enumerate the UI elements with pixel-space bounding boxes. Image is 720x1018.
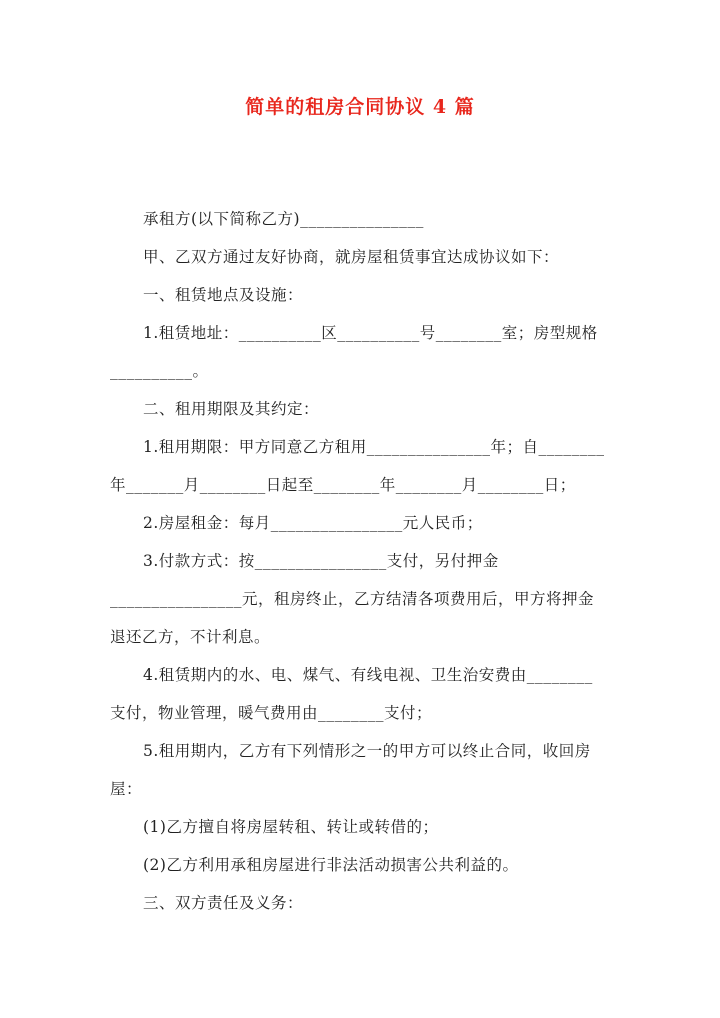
text-line: 1.租用期限：甲方同意乙方租用_______________年；自________ xyxy=(143,438,605,456)
text-line: 退还乙方，不计利息。 xyxy=(110,628,271,646)
text-line: 3.付款方式：按________________支付，另付押金 xyxy=(143,552,499,570)
text-line: 承租方(以下简称乙方)_______________ xyxy=(143,210,424,228)
section-heading: 二、租用期限及其约定： xyxy=(143,400,320,418)
text-line: 4.租赁期内的水、电、煤气、有线电视、卫生治安费由________ xyxy=(143,666,593,684)
text-line: __________。 xyxy=(110,362,209,380)
document-title: 简单的租房合同协议 4 篇 xyxy=(245,96,475,118)
text-line: 2.房屋租金：每月________________元人民币； xyxy=(143,514,483,532)
text-line: 支付，物业管理，暖气费用由________支付； xyxy=(110,704,433,722)
text-line: 年_______月________日起至________年________月________日； xyxy=(110,476,576,494)
text-line: 1.租赁地址：__________区__________号________室；房型规格 xyxy=(143,324,598,342)
text-line: ________________元，租房终止，乙方结清各项费用后，甲方将押金 xyxy=(110,590,595,608)
list-item: (2)乙方利用承租房屋进行非法活动损害公共利益的。 xyxy=(143,856,519,874)
section-heading: 一、租赁地点及设施： xyxy=(143,286,304,304)
list-item: (1)乙方擅自将房屋转租、转让或转借的； xyxy=(143,818,439,836)
text-line: 5.租用期内，乙方有下列情形之一的甲方可以终止合同，收回房 xyxy=(143,742,591,760)
text-line: 甲、乙双方通过友好协商，就房屋租赁事宜达成协议如下： xyxy=(143,248,560,266)
text-line: 屋： xyxy=(110,780,143,798)
section-heading: 三、双方责任及义务： xyxy=(143,894,304,912)
